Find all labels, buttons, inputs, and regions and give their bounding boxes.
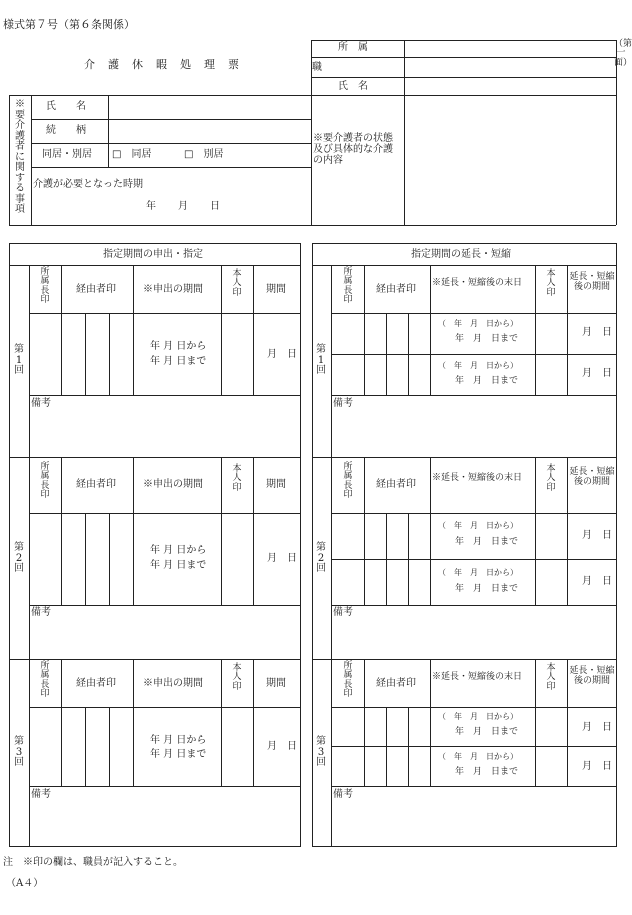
form-title: 介 護 休 暇 処 理 票 (84, 58, 240, 71)
period-text: 月 日 (582, 576, 612, 587)
col-period-after: 延長・短縮後の期間 (569, 666, 615, 687)
remarks-label: 備考 (333, 607, 353, 618)
form-number: 様式第７号（第６条関係） (3, 18, 135, 31)
affiliation-label: 所 属 (338, 42, 368, 53)
footnote: 注 ※印の欄は、職員が記入すること。 (3, 857, 183, 868)
page-note: （第一面） (614, 39, 632, 68)
paper-size: （A４） (6, 878, 44, 889)
from-text: （ 年 月 日から） (438, 752, 518, 761)
remarks-label: 備考 (31, 607, 51, 618)
name-field[interactable] (405, 78, 615, 94)
col-self-seal: 本人印 (546, 663, 556, 692)
col-dept-head: 所属長印 (343, 661, 353, 700)
remarks-field[interactable] (31, 802, 299, 845)
condition-field[interactable] (405, 97, 615, 224)
to-text: 年 月 日まで (455, 334, 519, 344)
remarks-label: 備考 (333, 789, 353, 800)
remarks-label: 備考 (31, 398, 51, 409)
name-label: 氏 名 (338, 81, 368, 92)
remarks-field[interactable] (333, 410, 615, 455)
position-field[interactable] (405, 58, 615, 76)
remarks-label: 備考 (31, 789, 51, 800)
from-text: 年 月 日から (150, 341, 207, 352)
col-via: 経由者印 (376, 678, 416, 689)
from-text: （ 年 月 日から） (438, 712, 518, 721)
left-panel-title: 指定期間の申出・指定 (103, 249, 203, 260)
care-recipient-side-label: ※要介護者に関する事項 (15, 99, 25, 215)
recipient-name-field[interactable] (110, 97, 310, 118)
col-via: 経由者印 (376, 479, 416, 490)
remarks-field[interactable] (31, 410, 299, 455)
to-text: 年 月 日まで (150, 749, 207, 760)
remarks-field[interactable] (333, 802, 615, 845)
col-self-seal: 本人印 (546, 464, 556, 493)
col-dept-head: 所属長印 (343, 462, 353, 501)
relation-field[interactable] (110, 121, 310, 142)
to-text: 年 月 日まで (150, 356, 207, 367)
affiliation-field[interactable] (405, 41, 615, 56)
to-text: 年 月 日まで (455, 376, 519, 386)
left-round-3-label: 第3回 (14, 736, 24, 768)
left-round-2-label: 第2回 (14, 542, 24, 574)
col-via: 経由者印 (76, 678, 116, 689)
right-round-2-label: 第2回 (316, 542, 326, 574)
period-text: 月 日 (267, 553, 297, 564)
col-period-after: 延長・短縮後の期間 (569, 467, 615, 488)
col-dept-head: 所属長印 (40, 267, 50, 306)
from-text: （ 年 月 日から） (438, 568, 518, 577)
relation-label: 続 柄 (46, 125, 86, 136)
recipient-name-label: 氏 名 (46, 101, 86, 112)
care-start-label: 介護が必要となった時期 (33, 179, 143, 190)
from-text: （ 年 月 日から） (438, 361, 518, 370)
col-end-date: ※延長・短縮後の末日 (432, 672, 523, 682)
col-self-seal: 本人印 (546, 269, 556, 298)
care-start-month: 月 (178, 201, 188, 212)
remarks-field[interactable] (31, 620, 299, 657)
from-text: （ 年 月 日から） (438, 319, 518, 328)
care-start-day: 日 (210, 201, 220, 212)
right-panel-title: 指定期間の延長・短縮 (411, 249, 511, 260)
to-text: 年 月 日まで (455, 767, 519, 777)
period-text: 月 日 (582, 368, 612, 379)
col-period-request: ※申出の期間 (143, 678, 203, 689)
remarks-label: 備考 (333, 398, 353, 409)
to-text: 年 月 日まで (455, 584, 519, 594)
col-period-request: ※申出の期間 (143, 284, 203, 295)
right-round-1-label: 第1回 (316, 344, 326, 376)
condition-label: ※要介護者の状態及び具体的な介護の内容 (313, 133, 393, 166)
col-via: 経由者印 (76, 284, 116, 295)
period-text: 月 日 (582, 722, 612, 733)
col-via: 経由者印 (376, 284, 416, 295)
from-text: （ 年 月 日から） (438, 521, 518, 530)
remarks-field[interactable] (333, 620, 615, 657)
period-text: 月 日 (267, 349, 297, 360)
col-period-request: ※申出の期間 (143, 479, 203, 490)
col-self-seal: 本人印 (232, 269, 242, 298)
to-text: 年 月 日まで (455, 727, 519, 737)
cohabit-option-apart[interactable]: □ 別居 (184, 149, 224, 160)
from-text: 年 月 日から (150, 735, 207, 746)
cohabit-option-together[interactable]: □ 同居 (112, 149, 152, 160)
col-period: 期間 (266, 479, 286, 490)
col-end-date: ※延長・短縮後の末日 (432, 278, 523, 288)
position-label: 職 (312, 62, 322, 73)
col-period: 期間 (266, 284, 286, 295)
col-end-date: ※延長・短縮後の末日 (432, 473, 523, 483)
col-period-after: 延長・短縮後の期間 (569, 272, 615, 293)
to-text: 年 月 日まで (455, 537, 519, 547)
period-text: 月 日 (582, 327, 612, 338)
col-dept-head: 所属長印 (40, 661, 50, 700)
period-text: 月 日 (582, 761, 612, 772)
right-round-3-label: 第3回 (316, 736, 326, 768)
cohabit-label: 同居・別居 (42, 149, 92, 160)
col-self-seal: 本人印 (232, 663, 242, 692)
period-text: 月 日 (267, 741, 297, 752)
from-text: 年 月 日から (150, 545, 207, 556)
to-text: 年 月 日まで (150, 560, 207, 571)
col-via: 経由者印 (76, 479, 116, 490)
col-dept-head: 所属長印 (343, 267, 353, 306)
left-round-1-label: 第1回 (14, 344, 24, 376)
col-period: 期間 (266, 678, 286, 689)
period-text: 月 日 (582, 530, 612, 541)
care-start-year: 年 (146, 201, 156, 212)
col-self-seal: 本人印 (232, 464, 242, 493)
col-dept-head: 所属長印 (40, 462, 50, 501)
